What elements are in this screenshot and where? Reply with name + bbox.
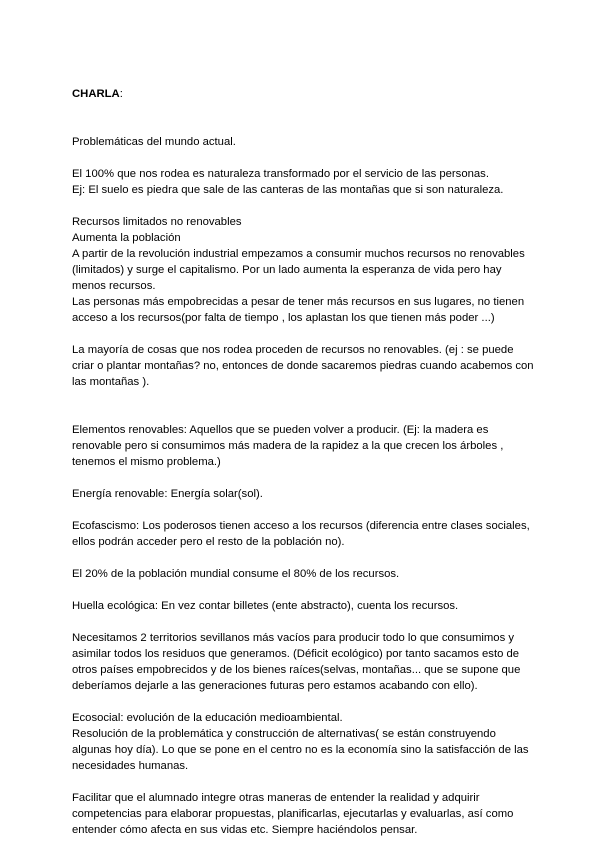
title-line <box>72 86 534 102</box>
paragraph-recursos-limitados: Recursos limitados no renovables <box>72 216 242 228</box>
paragraph-ejemplo-suelo: Ej: El suelo es piedra que sale de las canteras de las montañas que si son naturaleza. <box>72 184 504 196</box>
paragraph-deficit-ecologico: Necesitamos 2 territorios sevillanos más vacíos para producir todo lo que consumimos y asimilar todos los residuos que generamos. (Déficit ecológico) por tanto sacamos esto de otros países empobrecidos y de los bienes raíces(selvas, montañas... que se supone que deberíamos dejarle a las generaciones futuras pero estamos acabando con ello). <box>72 632 521 692</box>
document-body <box>72 86 534 838</box>
paragraph-recursos-no-renovables: La mayoría de cosas que nos rodea proceden de recursos no renovables. (ej : se puede criar o plantar montañas? no, entonces de donde sacaremos piedras cuando acabemos con las montañas ). <box>72 344 534 388</box>
paragraph-energia-renovable: Energía renovable: Energía solar(sol). <box>72 488 263 500</box>
paragraph-elementos-renovables: Elementos renovables: Aquellos que se pueden volver a producir. (Ej: la madera es renovable pero si consumimos más madera de la rapidez a la que crecen los árboles , tenemos el mismo problema.) <box>72 424 504 468</box>
paragraph-problematicas: Problemáticas del mundo actual. <box>72 136 236 148</box>
paragraph-naturaleza: El 100% que nos rodea es naturaleza transformado por el servicio de las personas. <box>72 168 489 180</box>
page-title: CHARLA <box>72 88 120 100</box>
paragraph-facilitar-alumnado: Facilitar que el alumnado integre otras maneras de entender la realidad y adquirir competencias para elaborar propuestas, planificarlas, ejecutarlas y evaluarlas, así como entender cómo afecta en sus vidas etc. Siempre haciéndolos pensar. <box>72 792 514 836</box>
paragraph-revolucion-industrial: A partir de la revolución industrial empezamos a consumir muchos recursos no renovables (limitados) y surge el capitalismo. Por un lado aumenta la esperanza de vida pero hay menos recursos. <box>72 248 525 292</box>
paragraph-huella-ecologica: Huella ecológica: En vez contar billetes (ente abstracto), cuenta los recursos. <box>72 600 459 612</box>
paragraph-ecofascismo: Ecofascismo: Los poderosos tienen acceso a los recursos (diferencia entre clases sociales, ellos podrán acceder pero el resto de la población no). <box>72 520 530 548</box>
paragraph-personas-empobrecidas: Las personas más empobrecidas a pesar de tener más recursos en sus lugares, no tienen acceso a los recursos(por falta de tiempo , los aplastan los que tienen más poder ...) <box>72 296 525 324</box>
paragraph-resolucion: Resolución de la problemática y construcción de alternativas( se están construyendo algunas hoy día). Lo que se pone en el centro no es la economía sino la satisfacción de las necesidades humanas. <box>72 728 529 772</box>
paragraph-veinte-por-ciento: El 20% de la población mundial consume el 80% de los recursos. <box>72 568 400 580</box>
paragraph-aumenta-poblacion: Aumenta la población <box>72 232 181 244</box>
title-colon: : <box>119 88 123 100</box>
paragraph-ecosocial: Ecosocial: evolución de la educación medioambiental. <box>72 712 343 724</box>
